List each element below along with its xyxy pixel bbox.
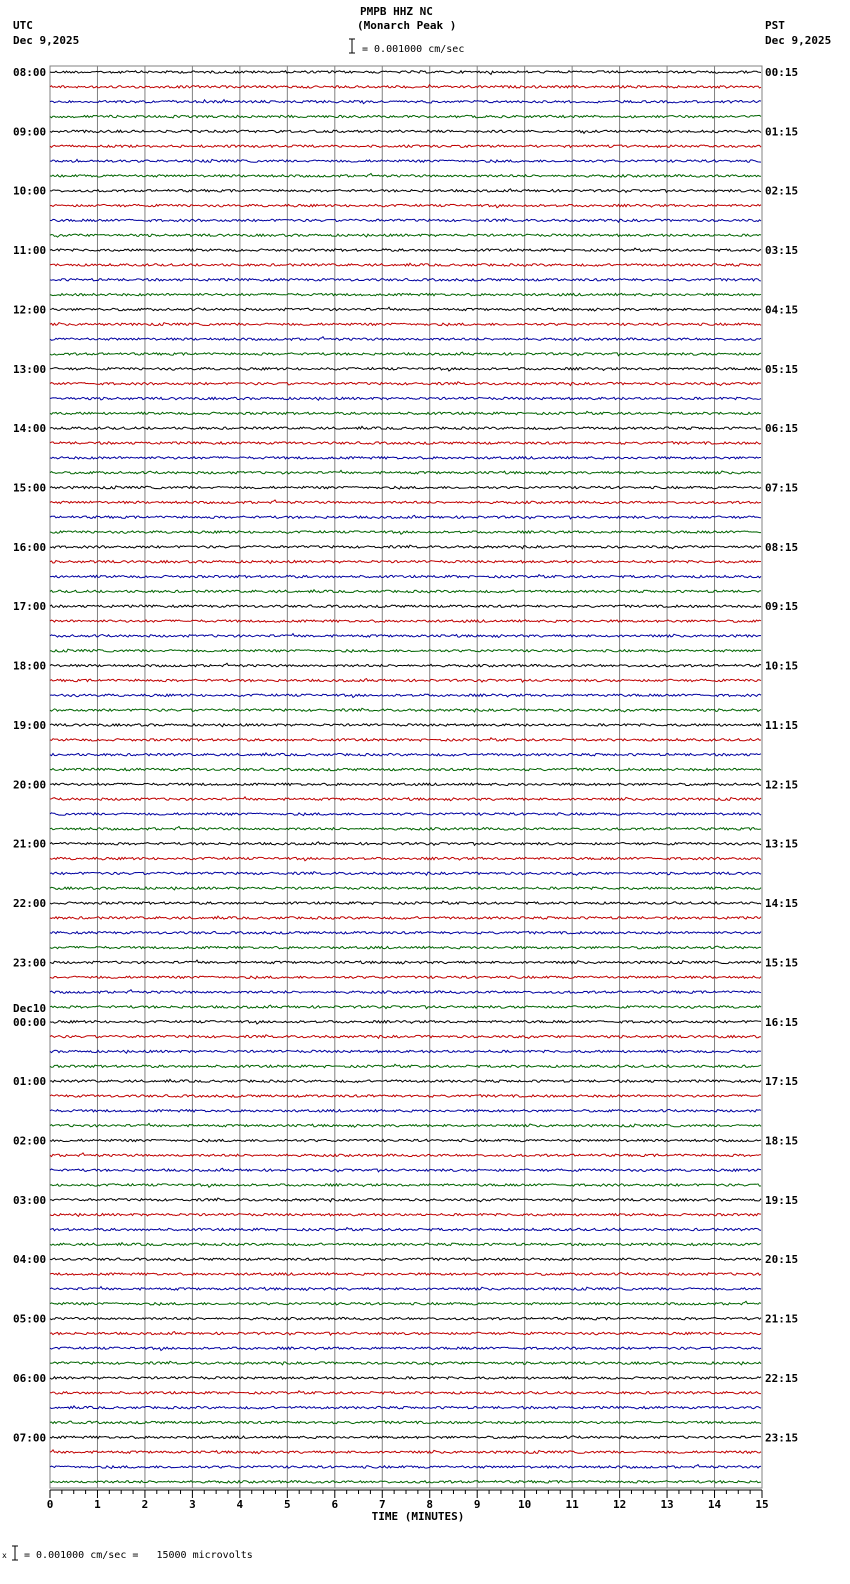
trace-19 [50, 352, 761, 356]
trace-70 [50, 1109, 761, 1112]
trace-group [50, 71, 761, 1483]
utc-label-80: 04:00 [13, 1253, 47, 1267]
trace-46 [50, 753, 761, 756]
trace-16 [50, 307, 761, 311]
utc-label-16: 12:00 [13, 303, 47, 317]
x-tick-label-4: 4 [236, 1498, 244, 1511]
utc-label-52: 21:00 [13, 837, 47, 851]
x-tick-label-10: 10 [518, 1498, 532, 1511]
x-tick-label-15: 15 [755, 1498, 769, 1511]
x-tick-label-14: 14 [707, 1498, 722, 1511]
pst-label-16: 04:15 [765, 303, 799, 317]
left-date: Dec 9,2025 [13, 34, 80, 47]
trace-84 [50, 1317, 761, 1319]
scale-text: = 0.001000 cm/sec [362, 44, 465, 55]
x-tick-label-9: 9 [473, 1498, 481, 1511]
utc-label-24: 14:00 [13, 422, 47, 436]
trace-25 [50, 442, 761, 445]
trace-83 [50, 1301, 761, 1305]
trace-72 [50, 1139, 761, 1142]
utc-label-88: 06:00 [13, 1371, 47, 1385]
trace-89 [50, 1391, 761, 1394]
pst-label-24: 06:15 [765, 422, 799, 436]
utc-label-56: 22:00 [13, 897, 47, 911]
trace-43 [50, 708, 761, 712]
trace-34 [50, 575, 761, 578]
pst-label-12: 03:15 [765, 244, 799, 258]
trace-80 [50, 1258, 761, 1261]
pst-label-84: 21:15 [765, 1312, 799, 1326]
trace-36 [50, 605, 761, 608]
utc-label-76: 03:00 [13, 1193, 47, 1207]
trace-28 [50, 486, 761, 489]
utc-label-0: 08:00 [13, 66, 47, 79]
footer-scale-note: = 0.001000 cm/sec = 15000 microvolts [24, 1550, 253, 1561]
pst-label-32: 08:15 [765, 540, 799, 554]
trace-48 [50, 783, 761, 786]
utc-label-64: 00:00 [13, 1015, 47, 1029]
pst-label-48: 12:15 [765, 778, 799, 792]
trace-41 [50, 679, 761, 683]
x-tick-label-0: 0 [46, 1498, 54, 1511]
trace-52 [50, 842, 761, 846]
trace-11 [50, 234, 761, 237]
trace-92 [50, 1436, 761, 1439]
trace-23 [50, 411, 761, 414]
trace-65 [50, 1035, 761, 1039]
trace-8 [50, 189, 761, 193]
x-tick-label-5: 5 [284, 1498, 291, 1511]
utc-date-label: Dec10 [13, 1001, 47, 1015]
x-tick-label-12: 12 [612, 1498, 627, 1511]
trace-40 [50, 663, 761, 667]
trace-81 [50, 1273, 761, 1276]
utc-label-4: 09:00 [13, 125, 47, 139]
trace-14 [50, 278, 761, 281]
trace-7 [50, 174, 761, 178]
x-tick-label-6: 6 [331, 1498, 339, 1511]
trace-20 [50, 368, 761, 371]
trace-95 [50, 1481, 761, 1483]
x-axis-label: TIME (MINUTES) [371, 1510, 465, 1523]
trace-53 [50, 857, 761, 860]
x-tick-label-7: 7 [378, 1498, 386, 1511]
trace-74 [50, 1168, 761, 1172]
right-timezone: PST [765, 19, 785, 32]
utc-label-32: 16:00 [13, 540, 47, 554]
trace-49 [50, 797, 761, 801]
trace-71 [50, 1123, 761, 1127]
trace-56 [50, 901, 761, 904]
trace-68 [50, 1079, 761, 1082]
pst-label-28: 07:15 [765, 481, 799, 495]
right-date: Dec 9,2025 [765, 34, 832, 47]
trace-64 [50, 1021, 761, 1024]
trace-57 [50, 916, 761, 919]
trace-39 [50, 649, 761, 652]
trace-30 [50, 515, 761, 519]
trace-77 [50, 1214, 761, 1217]
pst-label-44: 11:15 [765, 718, 799, 732]
trace-38 [50, 634, 761, 638]
utc-label-60: 23:00 [13, 956, 47, 970]
x-tick-label-3: 3 [189, 1498, 196, 1511]
trace-35 [50, 590, 761, 593]
trace-3 [50, 115, 761, 118]
pst-label-72: 18:15 [765, 1134, 799, 1148]
trace-9 [50, 204, 761, 207]
trace-6 [50, 159, 761, 162]
x-tick-label-13: 13 [660, 1498, 674, 1511]
trace-62 [50, 990, 761, 994]
pst-label-52: 13:15 [765, 837, 799, 851]
utc-label-72: 02:00 [13, 1134, 47, 1148]
utc-label-48: 20:00 [13, 778, 47, 792]
trace-47 [50, 768, 761, 771]
trace-12 [50, 248, 761, 251]
trace-61 [50, 976, 761, 979]
trace-76 [50, 1198, 761, 1202]
time-axis [47, 1490, 769, 1523]
pst-label-20: 05:15 [765, 362, 799, 376]
trace-15 [50, 293, 761, 296]
trace-55 [50, 887, 761, 890]
pst-label-36: 09:15 [765, 600, 799, 614]
trace-5 [50, 145, 761, 148]
x-tick-label-2: 2 [141, 1498, 149, 1511]
x-tick-label-11: 11 [565, 1498, 579, 1511]
trace-26 [50, 457, 761, 460]
trace-69 [50, 1095, 761, 1098]
pst-label-8: 02:15 [765, 184, 799, 198]
amplitude-scale-bars [12, 39, 355, 1560]
utc-label-36: 17:00 [13, 600, 47, 614]
trace-73 [50, 1153, 761, 1157]
trace-86 [50, 1347, 761, 1351]
trace-78 [50, 1228, 761, 1231]
trace-22 [50, 397, 761, 400]
trace-0 [50, 71, 761, 75]
trace-79 [50, 1243, 761, 1246]
trace-18 [50, 337, 761, 341]
trace-27 [50, 470, 761, 474]
pst-label-68: 17:15 [765, 1075, 799, 1089]
footer-marker: x [2, 1551, 7, 1560]
pst-label-4: 01:15 [765, 125, 799, 139]
trace-87 [50, 1361, 761, 1365]
utc-label-68: 01:00 [13, 1075, 47, 1089]
utc-label-12: 11:00 [13, 244, 47, 258]
trace-2 [50, 100, 761, 104]
trace-91 [50, 1421, 761, 1424]
pst-label-0: 00:15 [765, 66, 799, 79]
pst-label-40: 10:15 [765, 659, 799, 673]
trace-21 [50, 382, 761, 386]
station-title: PMPB HHZ NC [360, 5, 433, 18]
trace-31 [50, 531, 761, 535]
trace-94 [50, 1465, 761, 1469]
x-tick-label-8: 8 [426, 1498, 434, 1511]
trace-24 [50, 426, 761, 429]
trace-67 [50, 1064, 761, 1067]
utc-label-92: 07:00 [13, 1431, 47, 1445]
trace-75 [50, 1184, 761, 1187]
utc-label-28: 15:00 [13, 481, 47, 495]
trace-29 [50, 500, 761, 504]
utc-label-8: 10:00 [13, 184, 47, 198]
trace-44 [50, 724, 761, 727]
left-timezone: UTC [13, 19, 33, 32]
trace-37 [50, 620, 761, 623]
trace-51 [50, 827, 761, 831]
trace-90 [50, 1406, 761, 1409]
trace-13 [50, 263, 761, 266]
trace-4 [50, 130, 761, 133]
pst-label-56: 14:15 [765, 897, 799, 911]
utc-label-20: 13:00 [13, 362, 47, 376]
site-name: (Monarch Peak ) [357, 19, 457, 32]
trace-63 [50, 1005, 761, 1009]
utc-label-84: 05:00 [13, 1312, 47, 1326]
x-tick-label-1: 1 [94, 1498, 101, 1511]
pst-label-76: 19:15 [765, 1193, 799, 1207]
trace-45 [50, 738, 761, 741]
trace-88 [50, 1377, 761, 1379]
trace-93 [50, 1450, 761, 1454]
trace-59 [50, 946, 761, 949]
pst-label-64: 16:15 [765, 1015, 799, 1029]
trace-58 [50, 931, 761, 934]
pst-label-80: 20:15 [765, 1253, 799, 1267]
trace-82 [50, 1287, 761, 1291]
utc-label-40: 18:00 [13, 659, 47, 673]
trace-17 [50, 323, 761, 326]
trace-10 [50, 219, 761, 223]
trace-50 [50, 813, 761, 816]
trace-54 [50, 872, 761, 876]
trace-42 [50, 694, 761, 697]
trace-33 [50, 561, 761, 564]
utc-label-44: 19:00 [13, 718, 47, 732]
trace-1 [50, 85, 761, 88]
pst-label-60: 15:15 [765, 956, 799, 970]
trace-60 [50, 960, 761, 964]
trace-85 [50, 1332, 761, 1336]
trace-66 [50, 1050, 761, 1053]
pst-label-88: 22:15 [765, 1371, 799, 1385]
pst-label-92: 23:15 [765, 1431, 799, 1445]
trace-32 [50, 545, 761, 549]
